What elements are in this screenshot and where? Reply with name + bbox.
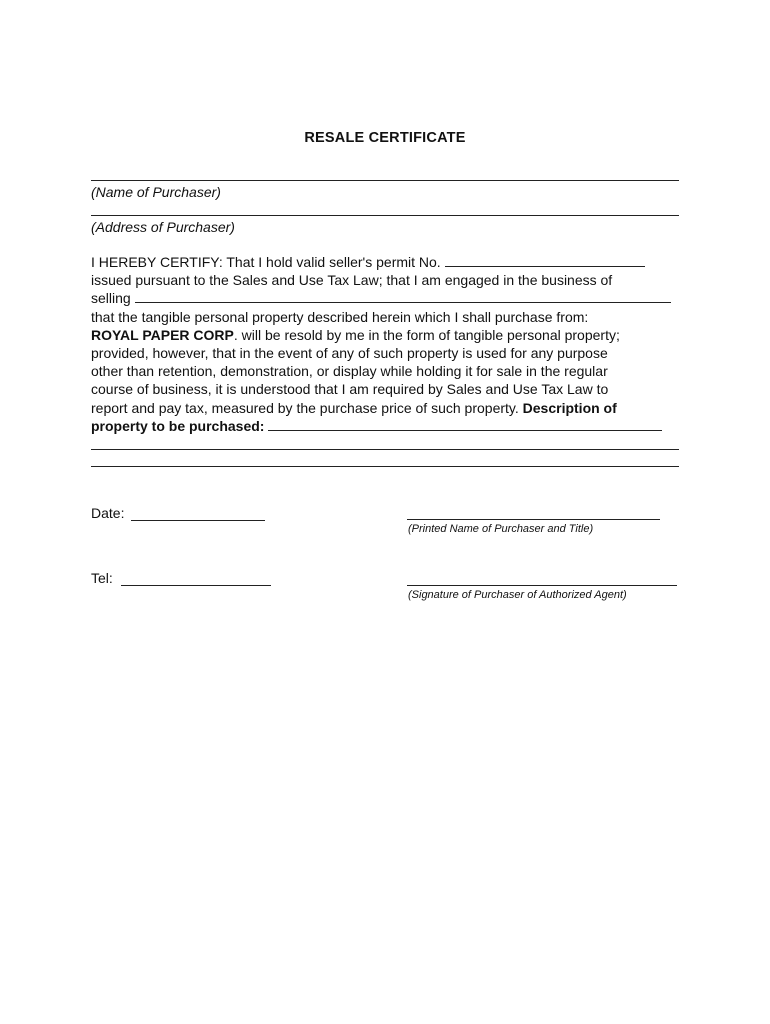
description-label: Description of xyxy=(522,399,617,416)
purchaser-address-line xyxy=(91,215,679,216)
date-line xyxy=(131,520,265,521)
certify-line xyxy=(91,399,681,417)
certify-line: that the tangible personal property described herein which I shall purchase from: xyxy=(91,308,589,325)
certify-text: report and pay tax, measured by the purchase price of such property. xyxy=(91,399,519,416)
business-type-blank xyxy=(135,290,671,303)
purchaser-name-caption: (Name of Purchaser) xyxy=(91,184,221,200)
property-description-line xyxy=(91,449,679,450)
certify-text: I HEREBY CERTIFY: That I hold valid seller's permit No. xyxy=(91,254,441,270)
date-label-text: Date: xyxy=(91,505,125,521)
purchaser-name-line xyxy=(91,180,679,181)
permit-number-blank xyxy=(445,254,645,267)
certification-body xyxy=(91,253,681,435)
certify-text: selling xyxy=(91,290,131,307)
printed-name-caption: (Printed Name of Purchaser and Title) xyxy=(408,523,594,535)
description-label: property to be purchased: xyxy=(91,417,265,434)
printed-name-line xyxy=(407,519,660,520)
certify-line xyxy=(91,289,681,307)
purchaser-address-caption: (Address of Purchaser) xyxy=(91,219,235,235)
certify-line: other than retention, demonstration, or display while holding it for sale in the regular xyxy=(91,363,608,380)
document-title: RESALE CERTIFICATE xyxy=(304,130,466,146)
certify-line: issued pursuant to the Sales and Use Tax Law; that I am engaged in the business of xyxy=(91,272,613,289)
certify-line: provided, however, that in the event of any of such property is used for any purpose xyxy=(91,345,608,362)
certify-line xyxy=(91,417,681,435)
certify-line xyxy=(91,253,681,271)
property-description-line xyxy=(91,466,679,467)
vendor-name: ROYAL PAPER CORP xyxy=(91,326,234,343)
signature-caption: (Signature of Purchaser of Authorized Agent) xyxy=(408,589,627,601)
certify-line xyxy=(91,326,681,344)
tel-label xyxy=(91,570,113,586)
date-label xyxy=(91,505,124,521)
tel-line xyxy=(121,585,271,586)
certify-line: course of business, it is understood that I am required by Sales and Use Tax Law to xyxy=(91,381,609,398)
certify-text: . will be resold by me in the form of tangible personal property; xyxy=(233,326,620,343)
tel-label-text: Tel: xyxy=(91,570,113,586)
signature-line xyxy=(407,585,677,586)
property-description-blank xyxy=(268,418,662,431)
